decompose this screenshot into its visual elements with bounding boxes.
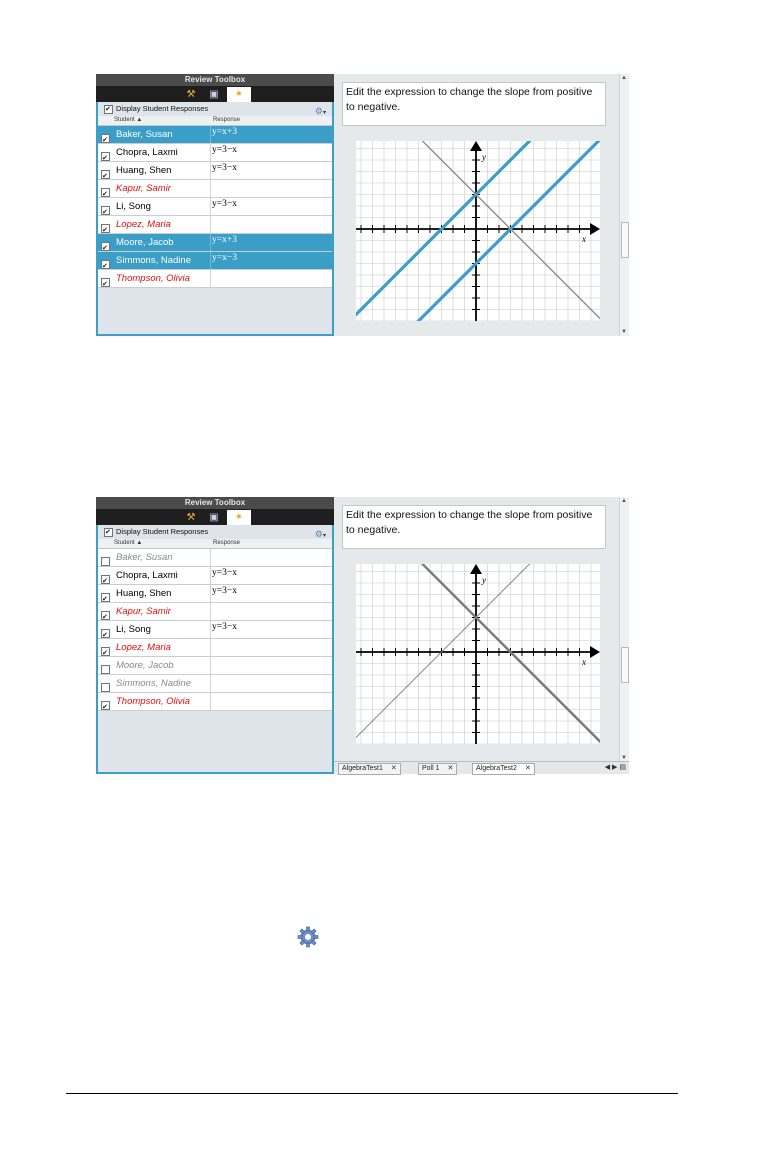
student-name: Simmons, Nadine <box>116 678 191 689</box>
student-responses-panel <box>96 102 334 336</box>
column-divider <box>210 252 211 269</box>
display-responses-checkbox[interactable] <box>104 528 113 537</box>
student-row[interactable] <box>98 567 332 585</box>
gear-icon[interactable]: ⚙▾ <box>314 106 326 116</box>
display-responses-checkbox[interactable] <box>104 105 113 114</box>
student-row[interactable] <box>98 693 332 711</box>
student-row[interactable] <box>98 198 332 216</box>
display-responses-row[interactable] <box>98 525 332 539</box>
student-row[interactable] <box>98 549 332 567</box>
student-name: Huang, Shen <box>116 588 172 599</box>
close-icon[interactable]: ✕ <box>447 765 454 772</box>
student-checkbox[interactable] <box>101 278 110 287</box>
student-checkbox[interactable] <box>101 575 110 584</box>
student-checkbox[interactable] <box>101 701 110 710</box>
student-name: Moore, Jacob <box>116 237 174 248</box>
column-header-response[interactable]: Response <box>213 117 241 123</box>
student-checkbox[interactable] <box>101 206 110 215</box>
student-checkbox[interactable] <box>101 683 110 692</box>
scroll-thumb[interactable] <box>621 647 629 683</box>
column-divider <box>210 126 211 143</box>
student-name: Thompson, Olivia <box>116 696 190 707</box>
graph-svg[interactable] <box>356 141 600 321</box>
close-icon[interactable]: ✕ <box>524 765 531 772</box>
student-row[interactable] <box>98 639 332 657</box>
student-name: Lopez, Maria <box>116 642 171 653</box>
student-row[interactable] <box>98 180 332 198</box>
vertical-scrollbar[interactable] <box>619 74 629 336</box>
column-divider <box>210 621 211 638</box>
gear-icon[interactable]: ⚙▾ <box>314 529 326 539</box>
student-response: y=3−x <box>212 568 237 578</box>
student-checkbox[interactable] <box>101 224 110 233</box>
column-divider <box>210 198 211 215</box>
student-name: Chopra, Laxmi <box>116 147 178 158</box>
column-divider <box>210 585 211 602</box>
student-row[interactable] <box>98 234 332 252</box>
x-axis-label: x <box>582 657 586 667</box>
review-toolbox <box>96 497 334 774</box>
student-checkbox[interactable] <box>101 242 110 251</box>
review-screenshot-2 <box>96 497 629 774</box>
doc-tab-algebratest1[interactable]: AlgebraTest1 ✕ <box>338 763 401 775</box>
student-checkbox-wrap[interactable] <box>101 697 113 714</box>
student-name: Huang, Shen <box>116 165 172 176</box>
student-row[interactable] <box>98 657 332 675</box>
scroll-up-arrow[interactable]: ▲ <box>621 75 627 81</box>
toolbox-tab-bar <box>96 86 334 102</box>
graph-line <box>356 141 600 321</box>
scroll-down-arrow[interactable]: ▼ <box>621 329 627 335</box>
graph-line <box>356 141 600 321</box>
student-checkbox[interactable] <box>101 593 110 602</box>
doc-tab-algebratest2[interactable]: AlgebraTest2 ✕ <box>472 763 535 775</box>
table-header <box>98 539 332 549</box>
column-divider <box>210 270 211 287</box>
scroll-up-arrow[interactable]: ▲ <box>621 498 627 504</box>
student-name: Chopra, Laxmi <box>116 570 178 581</box>
student-checkbox[interactable] <box>101 629 110 638</box>
tab-nav-arrows[interactable]: ◀ ▶ ▤ <box>604 764 626 771</box>
student-name: Kapur, Samir <box>116 606 171 617</box>
student-name: Kapur, Samir <box>116 183 171 194</box>
scroll-thumb[interactable] <box>621 222 629 258</box>
student-name: Moore, Jacob <box>116 660 174 671</box>
column-header-response[interactable]: Response <box>213 540 241 546</box>
student-row[interactable] <box>98 126 332 144</box>
column-divider <box>210 234 211 251</box>
column-divider <box>210 162 211 179</box>
student-checkbox[interactable] <box>101 152 110 161</box>
table-header <box>98 116 332 126</box>
close-icon[interactable]: ✕ <box>390 765 397 772</box>
student-row[interactable] <box>98 270 332 288</box>
student-checkbox[interactable] <box>101 665 110 674</box>
column-divider <box>210 675 211 692</box>
review-icon[interactable]: ✶ <box>227 87 251 102</box>
student-row[interactable] <box>98 675 332 693</box>
student-name: Li, Song <box>116 624 151 635</box>
column-divider <box>210 657 211 674</box>
x-axis-arrow <box>590 223 600 235</box>
student-checkbox-wrap[interactable] <box>101 274 113 291</box>
toolbox-tab-bar <box>96 509 334 525</box>
pages-icon[interactable]: ▣ <box>209 89 219 100</box>
student-checkbox[interactable] <box>101 611 110 620</box>
toolbox-title: Review Toolbox <box>96 497 334 509</box>
graph-area[interactable] <box>356 564 600 744</box>
student-response: y=3−x <box>212 199 237 209</box>
column-divider <box>210 567 211 584</box>
page-footer-rule <box>66 1093 678 1094</box>
column-divider <box>210 603 211 620</box>
review-icon[interactable]: ✶ <box>227 510 251 525</box>
student-row[interactable] <box>98 216 332 234</box>
gear-icon <box>296 925 320 949</box>
student-list <box>98 126 332 288</box>
student-responses-panel <box>96 525 334 774</box>
student-response: y=3−x <box>212 145 237 155</box>
student-name: Li, Song <box>116 201 151 212</box>
toolbox-title: Review Toolbox <box>96 74 334 86</box>
student-row[interactable] <box>98 621 332 639</box>
student-response: y=x+3 <box>212 127 237 137</box>
graph-line <box>356 564 600 744</box>
student-list <box>98 549 332 711</box>
graph-svg[interactable] <box>356 564 600 744</box>
student-response: y=3−x <box>212 622 237 632</box>
column-divider <box>210 639 211 656</box>
student-response: y=3−x <box>212 163 237 173</box>
review-screenshot-1 <box>96 74 629 336</box>
y-axis-label: y <box>482 152 486 162</box>
student-row[interactable] <box>98 603 332 621</box>
student-checkbox[interactable] <box>101 134 110 143</box>
x-axis-arrow <box>590 646 600 658</box>
student-row[interactable] <box>98 144 332 162</box>
student-response: y=3−x <box>212 586 237 596</box>
student-name: Thompson, Olivia <box>116 273 190 284</box>
student-name: Simmons, Nadine <box>116 255 191 266</box>
display-responses-row[interactable] <box>98 102 332 116</box>
student-checkbox[interactable] <box>101 260 110 269</box>
graph-line <box>356 564 600 744</box>
x-axis-label: x <box>582 234 586 244</box>
student-name: Lopez, Maria <box>116 219 171 230</box>
student-name: Baker, Susan <box>116 552 173 563</box>
column-divider <box>210 693 211 710</box>
display-responses-label: Display Student Responses <box>116 104 209 113</box>
y-axis-arrow <box>470 141 482 151</box>
column-divider <box>210 549 211 566</box>
document-view <box>334 497 629 774</box>
scroll-down-arrow[interactable]: ▼ <box>621 755 627 761</box>
document-tab-bar <box>334 761 629 774</box>
student-checkbox[interactable] <box>101 188 110 197</box>
question-text: Edit the expression to change the slope from positive to negative. <box>342 505 606 549</box>
tools-icon[interactable]: ⚒ <box>186 512 196 523</box>
y-axis-label: y <box>482 575 486 585</box>
pages-icon[interactable]: ▣ <box>209 512 219 523</box>
question-text: Edit the expression to change the slope from positive to negative. <box>342 82 606 126</box>
vertical-scrollbar[interactable] <box>619 497 629 762</box>
student-checkbox[interactable] <box>101 170 110 179</box>
student-checkbox[interactable] <box>101 557 110 566</box>
student-row[interactable] <box>98 585 332 603</box>
student-row[interactable] <box>98 162 332 180</box>
graph-area[interactable] <box>356 141 600 321</box>
tools-icon[interactable]: ⚒ <box>186 89 196 100</box>
student-name: Baker, Susan <box>116 129 173 140</box>
graph-line <box>356 141 600 321</box>
student-checkbox[interactable] <box>101 647 110 656</box>
column-header-student[interactable]: Student ▲ <box>114 117 143 123</box>
y-axis-arrow <box>470 564 482 574</box>
display-responses-label: Display Student Responses <box>116 527 209 536</box>
column-divider <box>210 216 211 233</box>
student-row[interactable] <box>98 252 332 270</box>
column-header-student[interactable]: Student ▲ <box>114 540 143 546</box>
column-divider <box>210 180 211 197</box>
column-divider <box>210 144 211 161</box>
doc-tab-poll-1[interactable]: Poll 1 ✕ <box>418 763 457 775</box>
document-view <box>334 74 629 336</box>
student-response: y=x+3 <box>212 235 237 245</box>
review-toolbox <box>96 74 334 336</box>
student-response: y=x−3 <box>212 253 237 263</box>
